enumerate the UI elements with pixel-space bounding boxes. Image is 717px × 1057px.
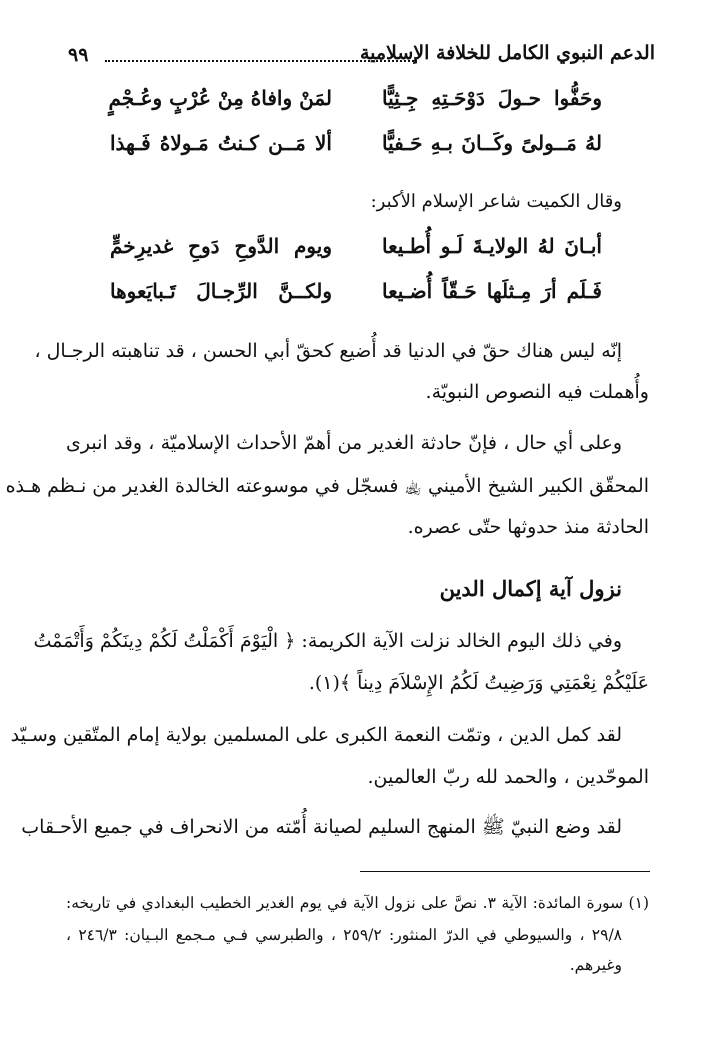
- verse-3-second-hemistich: أبـانَ لهُ الولايـةَ لَـو أُطـيعا: [382, 234, 602, 258]
- verse-1-second-hemistich: وحَفُّوا حـولَ دَوْحَـتِهِ جِـثِيًّا: [382, 86, 602, 110]
- footnote-line: (١) سورة المائدة: الآية ٣. نصَّ على نزول الآية في يوم الغدير الخطيب البغدادي في تاريخه:: [66, 894, 649, 912]
- footnote-line: وغيرهم.: [569, 956, 622, 974]
- verse-1-first-hemistich: لمَنْ وافاهُ مِنْ عُرْبٍ وعُـجْمٍ: [108, 86, 332, 110]
- paragraph-line: لقد وضع النبيّ ﷺ المنهج السليم لصيانة أُمّته من الانحراف في جميع الأحـقاب: [21, 816, 622, 838]
- section-heading: نزول آية إكمال الدين: [439, 576, 622, 601]
- paragraph-line: عَلَيْكُمْ نِعْمَتِي وَرَضِيتُ لَكُمُ الإِسْلاَمَ دِيناً ﴾(١).: [308, 672, 649, 694]
- page-number: ٩٩: [68, 44, 89, 66]
- verse-2-second-hemistich: لهُ مَــولىً وكَــانَ بـهِ حَـفيًّا: [382, 131, 602, 155]
- footnote-line: ٢٩/٨ ، والسيوطي في الدرّ المنثور: ٢٥٩/٢ ، والطبرسي فـي مـجمع البـيان: ٢٤٦/٣ ،: [66, 926, 622, 944]
- footnote-separator: [360, 871, 650, 872]
- header-dot-leader: [105, 60, 417, 62]
- paragraph-line: وفي ذلك اليوم الخالد نزلت الآية الكريمة: ﴿ الْيَوْمَ أَكْمَلْتُ لَكُمْ دِينَكُمْ وَأَتْمَمْتُ: [33, 630, 622, 652]
- verse-3-first-hemistich: ويوم الدَّوحِ دَوحِ غديرِخمٍّ: [110, 234, 332, 258]
- kumait-intro: وقال الكميت شاعر الإسلام الأكبر:: [370, 191, 622, 212]
- header-title: الدعم النبوي الكامل للخلافة الإسلامية: [359, 42, 655, 64]
- paragraph-line: المحقّق الكبير الشيخ الأميني ﵀ فسجّل في موسوعته الخالدة الغدير من نـظم هـذه: [5, 475, 649, 497]
- paragraph-line: لقد كمل الدين ، وتمّت النعمة الكبرى على المسلمين بولاية إمام المتّقين وسـيّد: [10, 724, 622, 746]
- paragraph-line: الحادثة منذ حدوثها حتّى عصره.: [407, 516, 649, 538]
- paragraph-line: وأُهملت فيه النصوص النبويّة.: [425, 381, 649, 403]
- verse-4-first-hemistich: ولكــنَّ الرِّجـالَ تَـبايَعوها: [110, 279, 332, 303]
- verse-4-second-hemistich: فَـلَم أرَ مِـثلَها حَـقّاً أُضـيعا: [382, 279, 602, 303]
- paragraph-line: وعلى أي حال ، فإنّ حادثة الغدير من أهمّ الأحداث الإسلاميّة ، وقد انبرى: [66, 432, 622, 454]
- paragraph-line: الموحّدين ، والحمد لله ربّ العالمين.: [367, 766, 649, 788]
- paragraph-line: إنّه ليس هناك حقّ في الدنيا قد أُضيع كحقّ أبي الحسن ، قد تناهبته الرجـال ،: [34, 340, 622, 362]
- verse-2-first-hemistich: ألا مَــن كـنتُ مَـولاهُ فَـهذا: [110, 131, 332, 155]
